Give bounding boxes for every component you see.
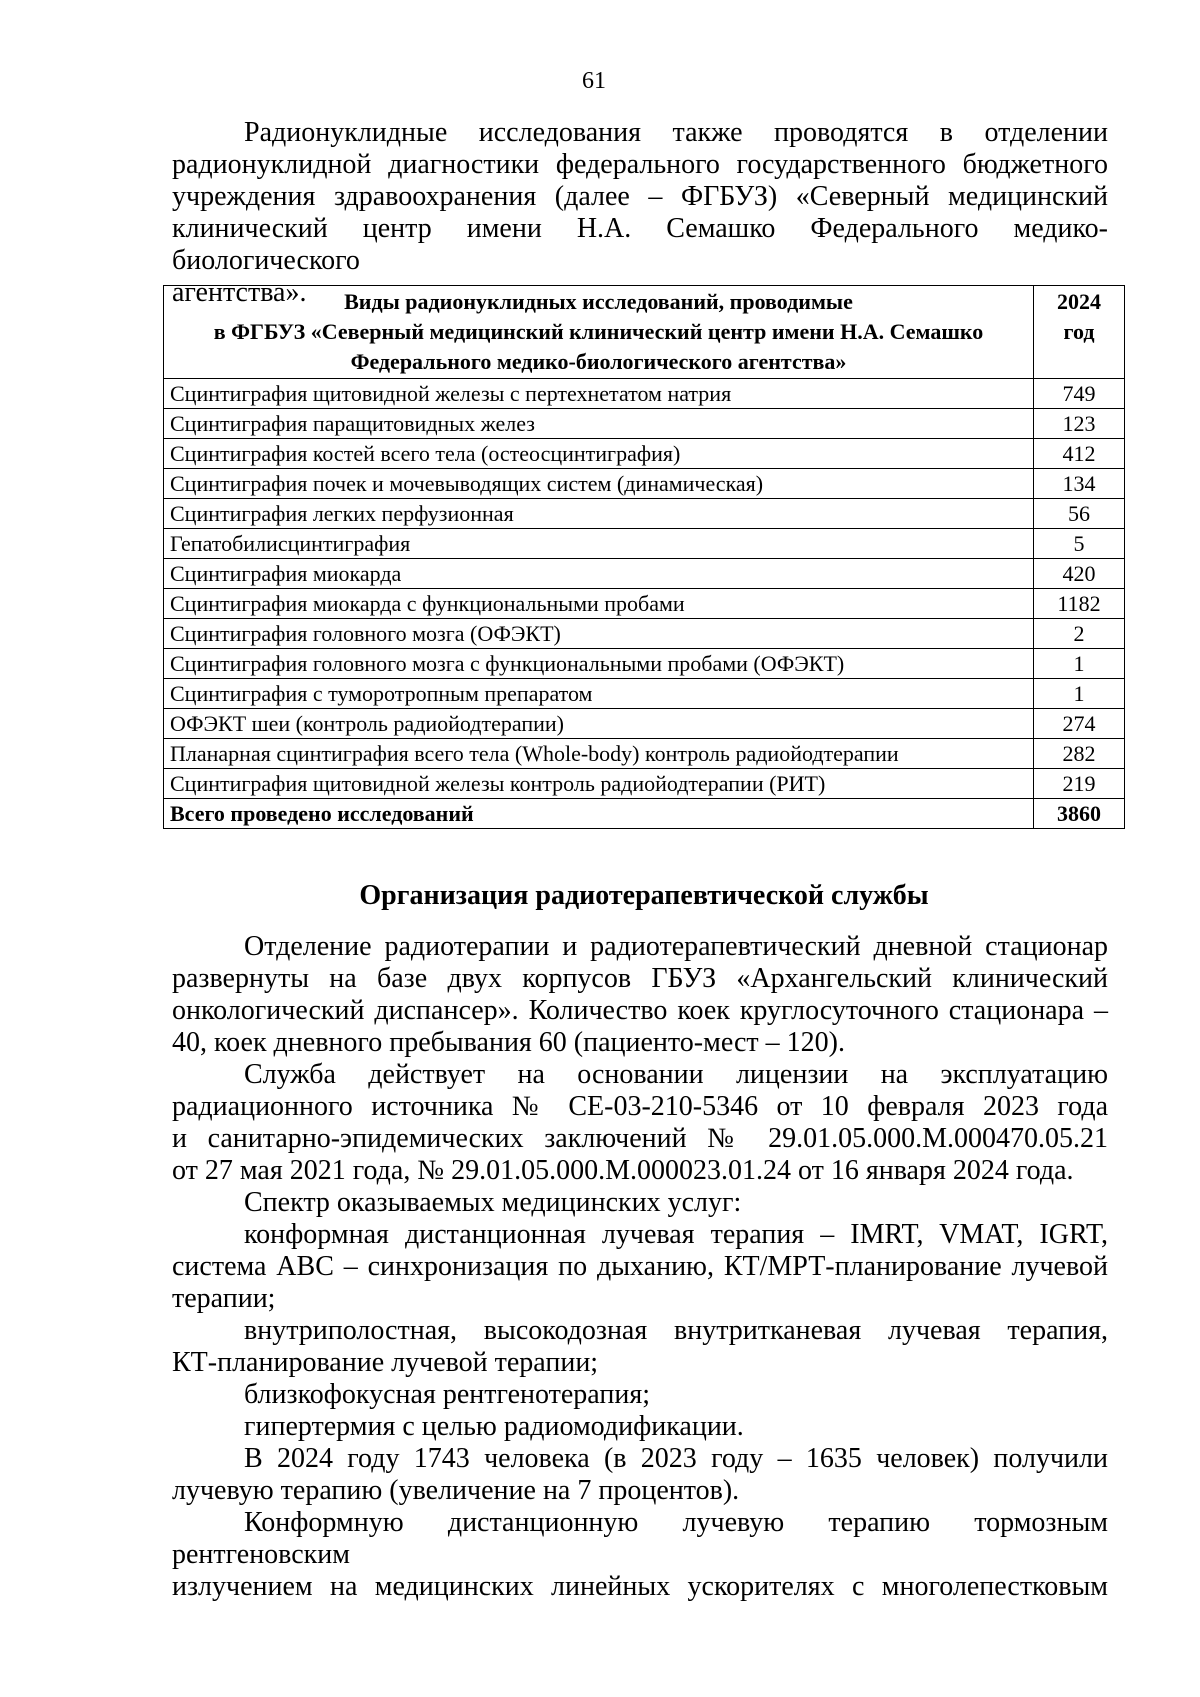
body-line: Служба действует на основании лицензии на эксплуатацию [244, 1059, 1108, 1090]
study-name: Сцинтиграфия паращитовидных желез [164, 409, 1034, 439]
study-count: 1182 [1034, 589, 1125, 619]
study-count: 282 [1034, 739, 1125, 769]
intro-line: учреждения здравоохранения (далее – ФГБУЗ) «Северный медицинский [172, 181, 1108, 212]
study-count: 2 [1034, 619, 1125, 649]
study-name: Сцинтиграфия легких перфузионная [164, 499, 1034, 529]
study-count: 420 [1034, 559, 1125, 589]
study-count: 412 [1034, 439, 1125, 469]
study-count: 749 [1034, 379, 1125, 409]
year-line: 2024 [1057, 289, 1101, 314]
body-line: излучением на медицинских линейных ускорителях с многолепестковым [172, 1571, 1108, 1602]
header-line: в ФГБУЗ «Северный медицинский клинический центр имени Н.А. Семашко [213, 319, 984, 344]
body-line: близкофокусная рентгенотерапия; [244, 1379, 650, 1410]
total-value: 3860 [1034, 799, 1125, 829]
body-line: развернуты на базе двух корпусов ГБУЗ «Архангельский клинический [172, 963, 1108, 994]
study-name: Сцинтиграфия головного мозга (ОФЭКТ) [164, 619, 1034, 649]
body-line: онкологический диспансер». Количество коек круглосуточного стационара – [172, 995, 1108, 1026]
table-row [164, 649, 1125, 679]
body-line: Конформную дистанционную лучевую терапию тормозным рентгеновским [172, 1507, 1108, 1570]
header-line: Виды радионуклидных исследований, проводимые [344, 289, 853, 314]
study-name: Сцинтиграфия с туморотропным препаратом [164, 679, 1034, 709]
body-line: 40, коек дневного пребывания 60 (пациенто-мест – 120). [172, 1027, 845, 1058]
body-line: гипертермия с целью радиомодификации. [244, 1411, 744, 1442]
body-line: внутриполостная, высокодозная внутритканевая лучевая терапия, [244, 1315, 1108, 1346]
table-row [164, 769, 1125, 799]
study-count: 1 [1034, 679, 1125, 709]
table-row [164, 589, 1125, 619]
body-line: КТ-планирование лучевой терапии; [172, 1347, 599, 1378]
study-count: 134 [1034, 469, 1125, 499]
body-line: терапии; [172, 1283, 276, 1314]
study-name: ОФЭКТ шеи (контроль радиойодтерапии) [164, 709, 1034, 739]
table-row [164, 439, 1125, 469]
body-line: и санитарно-эпидемических заключений № 29.01.05.000.М.000470.05.21 [172, 1123, 1108, 1154]
table-row [164, 469, 1125, 499]
intro-line: агентства». [172, 277, 307, 308]
header-line: Федерального медико-биологического агентства» [350, 349, 847, 374]
body-line: Спектр оказываемых медицинских услуг: [244, 1187, 742, 1218]
study-name: Гепатобилисцинтиграфия [164, 529, 1034, 559]
section-title: Организация радиотерапевтической службы [359, 880, 929, 911]
table-row [164, 529, 1125, 559]
table-row [164, 499, 1125, 529]
table-row [164, 409, 1125, 439]
table-header-row [164, 286, 1125, 379]
body-line: система ABC – синхронизация по дыханию, КТ/МРТ-планирование лучевой [172, 1251, 1108, 1282]
study-count: 274 [1034, 709, 1125, 739]
study-count: 5 [1034, 529, 1125, 559]
total-label: Всего проведено исследований [164, 799, 1034, 829]
study-name: Сцинтиграфия головного мозга с функциональными пробами (ОФЭКТ) [164, 649, 1034, 679]
body-text [172, 931, 1108, 1603]
study-count: 219 [1034, 769, 1125, 799]
study-count: 1 [1034, 649, 1125, 679]
table-row [164, 739, 1125, 769]
table-header-year [1034, 286, 1125, 379]
body-line: конформная дистанционная лучевая терапия – IMRT, VMAT, IGRT, [244, 1219, 1108, 1250]
intro-line: радионуклидной диагностики федерального государственного бюджетного [172, 149, 1108, 180]
table-header-studies [164, 286, 1034, 379]
body-line: В 2024 году 1743 человека (в 2023 году – 1635 человек) получили [244, 1443, 1108, 1474]
body-line: от 27 мая 2021 года, № 29.01.05.000.М.000023.01.24 от 16 января 2024 года. [172, 1155, 1074, 1186]
studies-table [163, 285, 1125, 829]
study-name: Планарная сцинтиграфия всего тела (Whole-body) контроль радиойодтерапии [164, 739, 1034, 769]
study-name: Сцинтиграфия щитовидной железы контроль радиойодтерапии (РИТ) [164, 769, 1034, 799]
study-name: Сцинтиграфия миокарда [164, 559, 1034, 589]
body-line: лучевую терапию (увеличение на 7 процентов). [172, 1475, 740, 1506]
study-count: 123 [1034, 409, 1125, 439]
table-row [164, 619, 1125, 649]
body-line: Отделение радиотерапии и радиотерапевтический дневной стационар [244, 931, 1108, 962]
table-row [164, 709, 1125, 739]
table-row [164, 679, 1125, 709]
intro-line: Радионуклидные исследования также проводятся в отделении [244, 117, 1108, 148]
intro-line: клинический центр имени Н.А. Семашко Федерального медико-биологического [172, 213, 1108, 276]
year-line: год [1063, 319, 1095, 344]
table-total-row [164, 799, 1125, 829]
body-line: радиационного источника № СЕ-03-210-5346 от 10 февраля 2023 года [172, 1091, 1108, 1122]
intro-paragraph [172, 117, 1108, 309]
study-name: Сцинтиграфия миокарда с функциональными пробами [164, 589, 1034, 619]
page-number: 61 [582, 68, 606, 94]
table-row [164, 559, 1125, 589]
study-name: Сцинтиграфия почек и мочевыводящих систем (динамическая) [164, 469, 1034, 499]
study-count: 56 [1034, 499, 1125, 529]
study-name: Сцинтиграфия щитовидной железы с пертехнетатом натрия [164, 379, 1034, 409]
study-name: Сцинтиграфия костей всего тела (остеосцинтиграфия) [164, 439, 1034, 469]
table-row [164, 379, 1125, 409]
